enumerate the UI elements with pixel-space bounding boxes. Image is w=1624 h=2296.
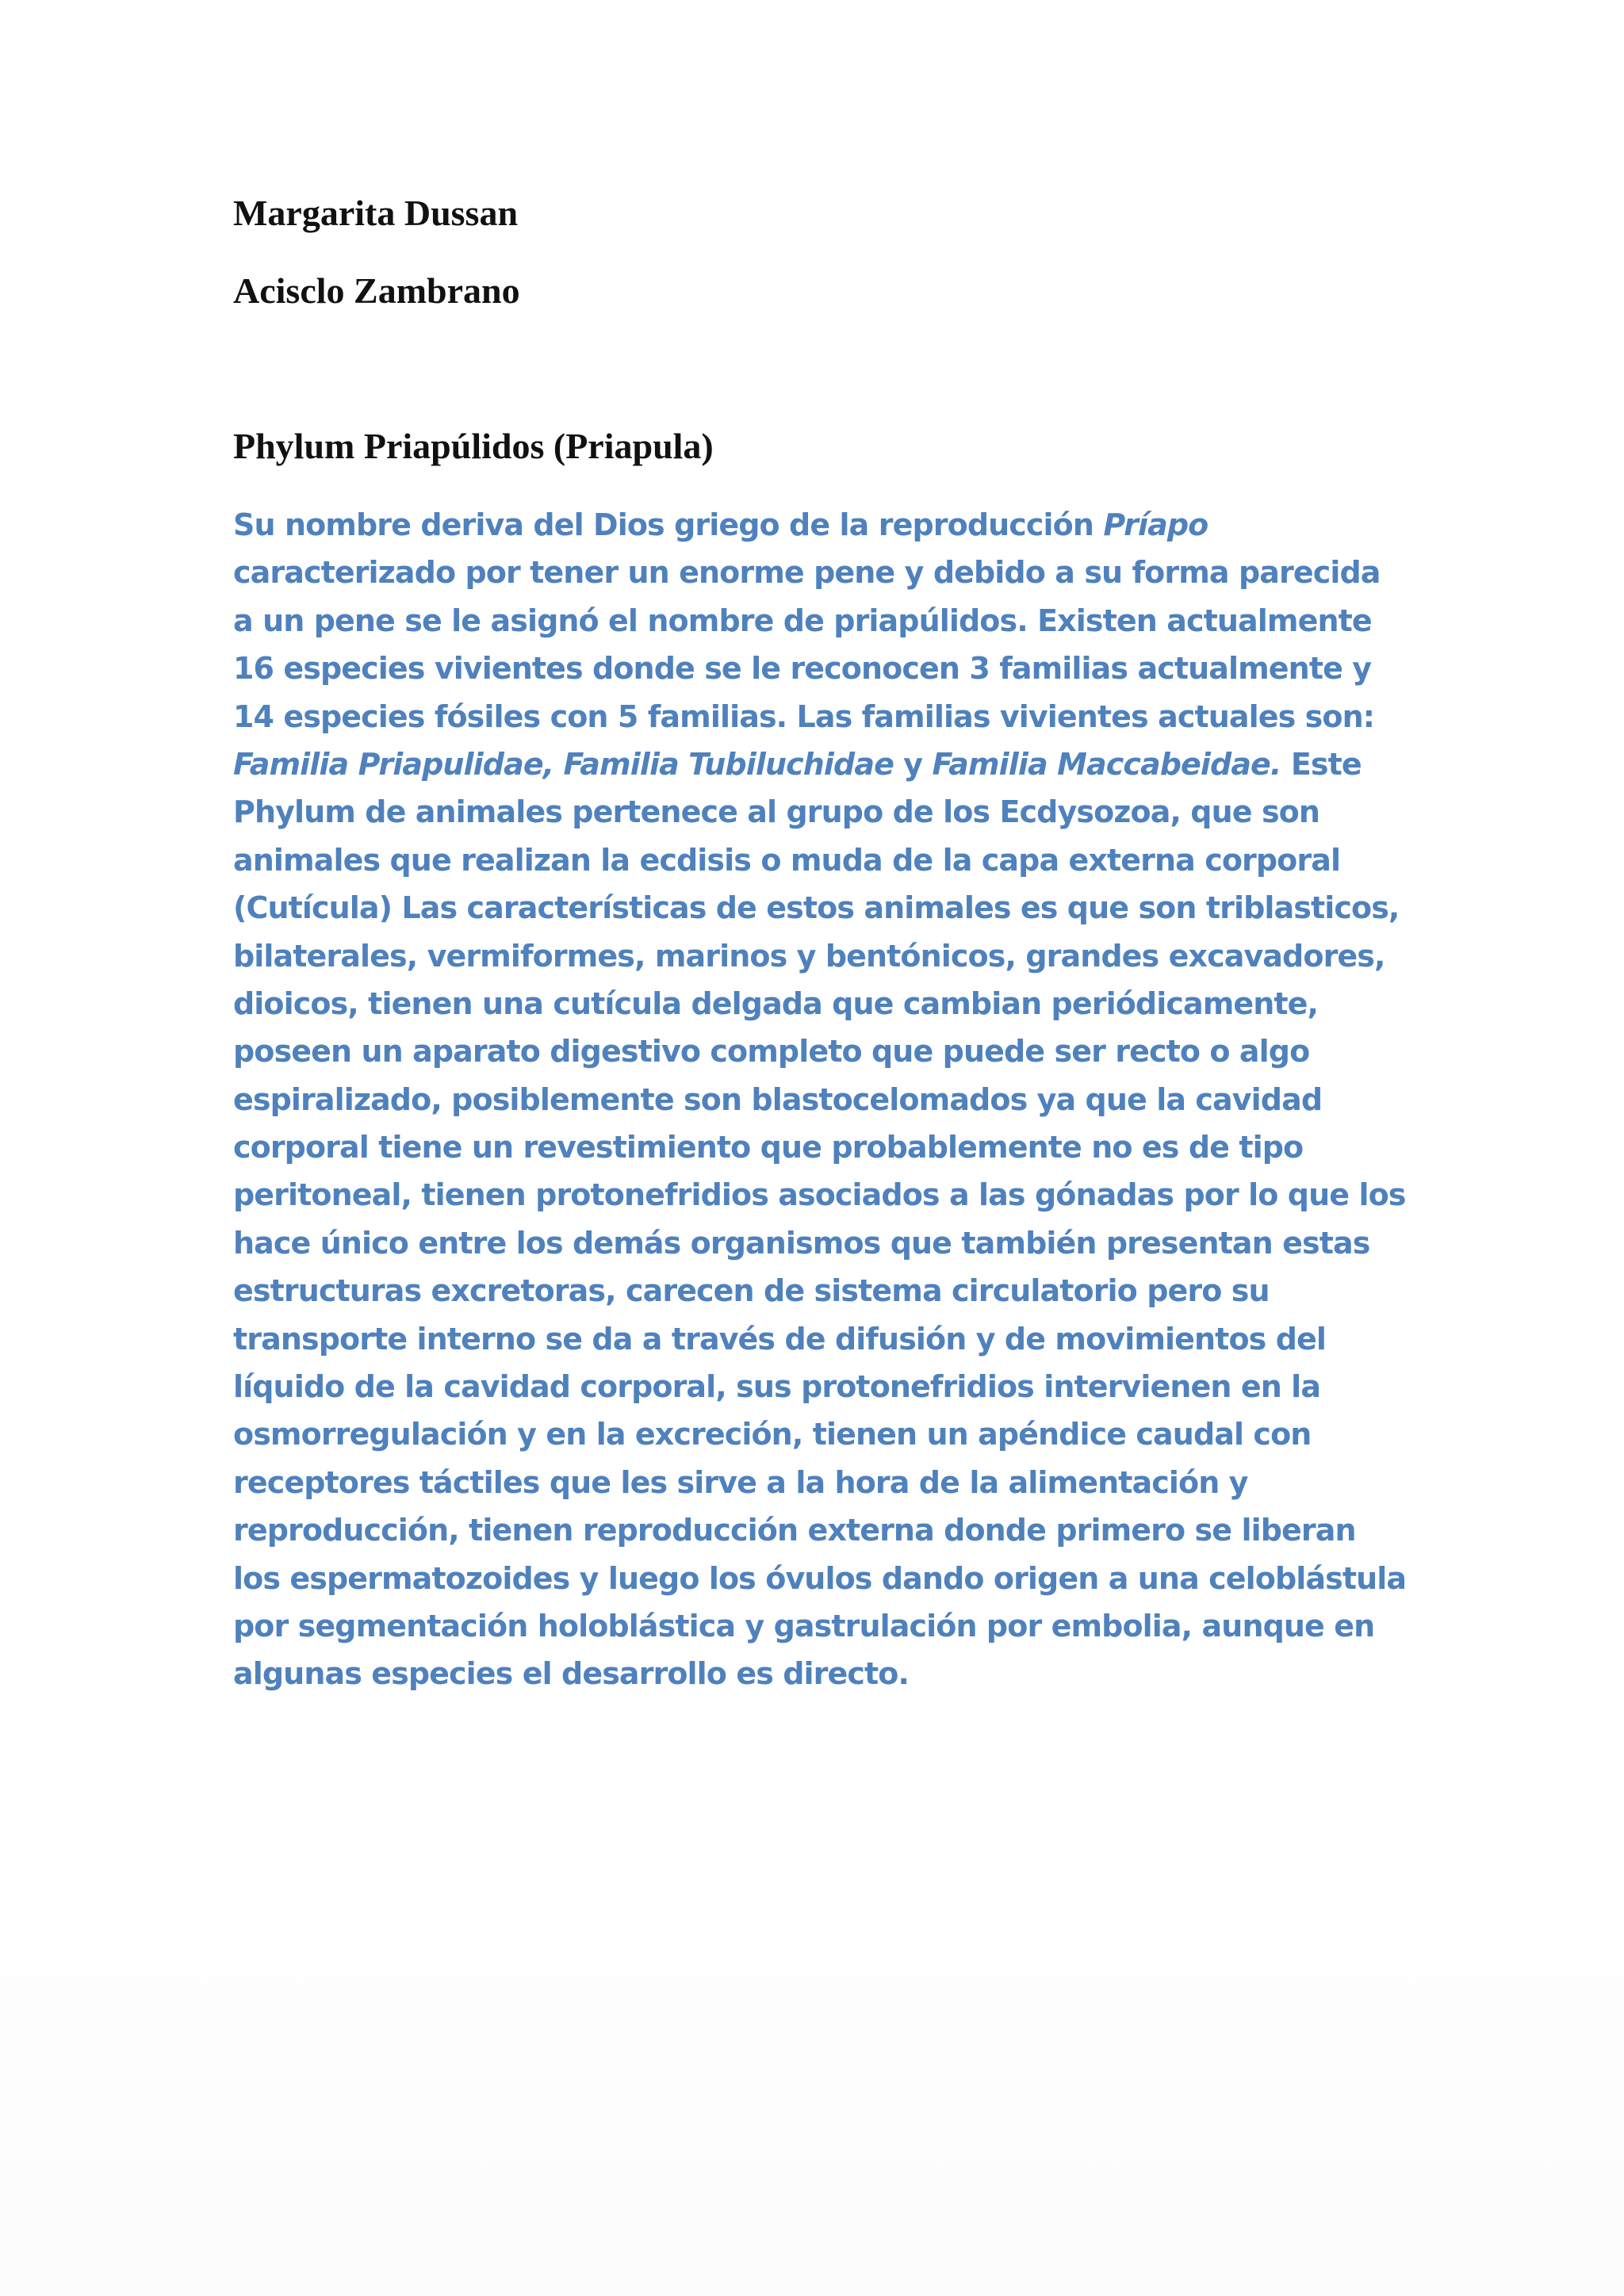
author-name: Margarita Dussan xyxy=(233,193,519,233)
paragraph-line xyxy=(233,884,1423,932)
text-run: Su nombre deriva del Dios griego de la reproducción xyxy=(233,507,1104,542)
paragraph-line xyxy=(233,1315,1423,1363)
text-run: Este xyxy=(1281,746,1362,782)
text-run: líquido de la cavidad corporal, sus protonefridios intervienen en la xyxy=(233,1369,1321,1405)
paragraph-line xyxy=(233,645,1423,692)
text-run: osmorregulación y en la excreción, tienen un apéndice caudal con xyxy=(233,1417,1312,1452)
paragraph-line xyxy=(233,693,1423,740)
text-run: algunas especies el desarrollo es directo. xyxy=(233,1656,910,1692)
text-run: peritoneal, tienen protonefridios asociados a las gónadas por lo que los xyxy=(233,1177,1406,1213)
text-run: transporte interno se da a través de difusión y de movimientos del xyxy=(233,1321,1326,1357)
paragraph-line xyxy=(233,597,1423,645)
text-run: y xyxy=(893,746,933,782)
text-run: (Cutícula) Las características de estos animales es que son triblasticos, xyxy=(233,890,1400,926)
italic-term: Familia Maccabeidae. xyxy=(932,746,1281,782)
text-run: receptores táctiles que les sirve a la hora de la alimentación y xyxy=(233,1464,1248,1500)
author-name: Acisclo Zambrano xyxy=(233,270,520,311)
paragraph-line xyxy=(233,1410,1423,1458)
paragraph-line xyxy=(233,1506,1423,1554)
text-run: 16 especies vivientes donde se le reconocen 3 familias actualmente y xyxy=(233,651,1372,687)
paragraph-line xyxy=(233,1363,1423,1410)
paragraph-line xyxy=(233,1219,1423,1267)
paragraph-line xyxy=(233,740,1423,788)
text-run: Phylum de animales pertenece al grupo de los Ecdysozoa, que son xyxy=(233,794,1320,830)
text-run: animales que realizan la ecdisis o muda de la capa externa corporal xyxy=(233,842,1341,878)
body-paragraph xyxy=(233,501,1423,1698)
paragraph-line xyxy=(233,1171,1423,1219)
text-run: a un pene se le asignó el nombre de priapúlidos. Existen actualmente xyxy=(233,603,1372,638)
paragraph-line xyxy=(233,1027,1423,1075)
paragraph-line xyxy=(233,1076,1423,1123)
text-run: dioicos, tienen una cutícula delgada que cambian periódicamente, xyxy=(233,985,1319,1021)
italic-term: Familia Priapulidae, Familia Tubiluchidae xyxy=(233,746,894,782)
document-title: Phylum Priapúlidos (Priapula) xyxy=(233,426,714,466)
text-run: estructuras excretoras, carecen de sistema circulatorio pero su xyxy=(233,1273,1270,1309)
text-run: corporal tiene un revestimiento que probablemente no es de tipo xyxy=(233,1130,1304,1165)
paragraph-line xyxy=(233,549,1423,596)
paragraph-line xyxy=(233,1555,1423,1602)
paragraph-line xyxy=(233,836,1423,884)
text-run: caracterizado por tener un enorme pene y debido a su forma parecida xyxy=(233,555,1381,591)
text-run: bilaterales, vermiformes, marinos y bentónicos, grandes excavadores, xyxy=(233,938,1385,974)
paragraph-line xyxy=(233,788,1423,836)
text-run: 14 especies fósiles con 5 familias. Las familias vivientes actuales son: xyxy=(233,698,1375,734)
paragraph-line xyxy=(233,1267,1423,1314)
text-run: reproducción, tienen reproducción externa donde primero se liberan xyxy=(233,1513,1356,1548)
text-run: por segmentación holoblástica y gastrulación por embolia, aunque en xyxy=(233,1608,1375,1644)
text-run: los espermatozoides y luego los óvulos dando origen a una celoblástula xyxy=(233,1560,1407,1596)
text-run: espiralizado, posiblemente son blastocelomados ya que la cavidad xyxy=(233,1081,1323,1117)
paragraph-line xyxy=(233,1650,1423,1697)
paragraph-line xyxy=(233,501,1423,549)
italic-term: Príapo xyxy=(1103,507,1208,542)
text-run: poseen un aparato digestivo completo que puede ser recto o algo xyxy=(233,1034,1310,1070)
paragraph-line xyxy=(233,1459,1423,1506)
paragraph-line xyxy=(233,980,1423,1027)
paragraph-line xyxy=(233,932,1423,980)
text-run: hace único entre los demás organismos que también presentan estas xyxy=(233,1225,1370,1261)
paragraph-line xyxy=(233,1602,1423,1650)
paragraph-line xyxy=(233,1123,1423,1171)
